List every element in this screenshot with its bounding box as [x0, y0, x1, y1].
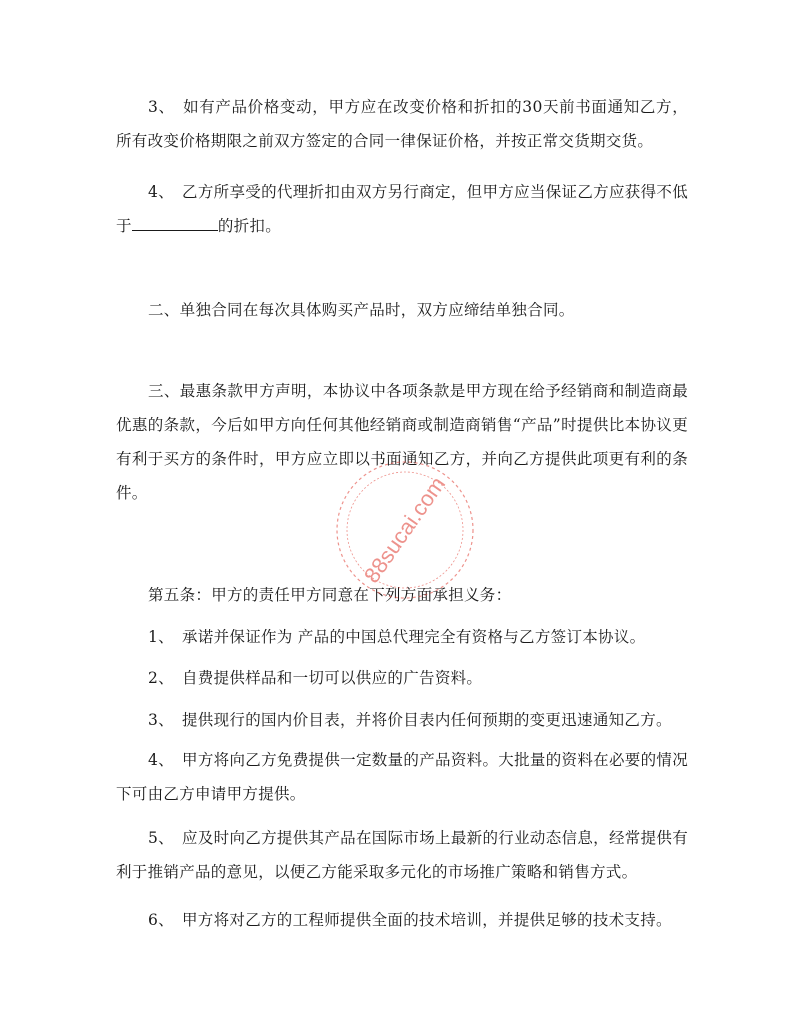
article-5-item-3: 3、 提供现行的国内价目表，并将价目表内任何预期的变更迅速通知乙方。 — [148, 711, 672, 729]
clause-3-price-change: 3、 如有产品价格变动，甲方应在改变价格和折扣的30天前书面通知乙方，所有改变价格期限之前双方签定的合同一律保证价格，并按正常交货期交货。 — [116, 98, 688, 150]
article-5-heading: 第五条：甲方的责任甲方同意在下列方面承担义务： — [148, 586, 512, 604]
article-5-item-2: 2、 自费提供样品和一切可以供应的广告资料。 — [148, 669, 483, 687]
article-5-item-5: 5、 应及时向乙方提供其产品在国际市场上最新的行业动态信息，经常提供有利于推销产品的意见，以便乙方能采取多元化的市场推广策略和销售方式。 — [116, 829, 688, 881]
clause-4-agency-discount — [116, 175, 688, 243]
clause-4-text-before: 4、 乙方所享受的代理折扣由双方另行商定，但甲方应当保证乙方应获得不低于 — [116, 183, 688, 235]
article-5-item-6: 6、 甲方将对乙方的工程师提供全面的技术培训，并提供足够的技术支持。 — [148, 911, 672, 929]
section-2-separate-contract: 二、单独合同在每次具体购买产品时，双方应缔结单独合同。 — [148, 301, 575, 319]
discount-blank-line — [132, 212, 218, 231]
section-3-most-favored-terms: 三、最惠条款甲方声明，本协议中各项条款是甲方现在给予经销商和制造商最优惠的条款，今后如甲方向任何其他经销商或制造商销售“产品”时提供比本协议更有利于买方的条件时，甲方应立即以书面通知乙方，并向乙方提供此项更有利的条件。 — [116, 382, 688, 502]
article-5-item-1: 1、 承诺并保证作为 产品的中国总代理完全有资格与乙方签订本协议。 — [148, 628, 646, 646]
article-5-item-4: 4、 甲方将向乙方免费提供一定数量的产品资料。大批量的资料在必要的情况下可由乙方申请甲方提供。 — [116, 751, 688, 803]
watermark-text: 88sucai.com — [358, 471, 451, 588]
clause-4-text-after: 的折扣。 — [217, 217, 282, 235]
